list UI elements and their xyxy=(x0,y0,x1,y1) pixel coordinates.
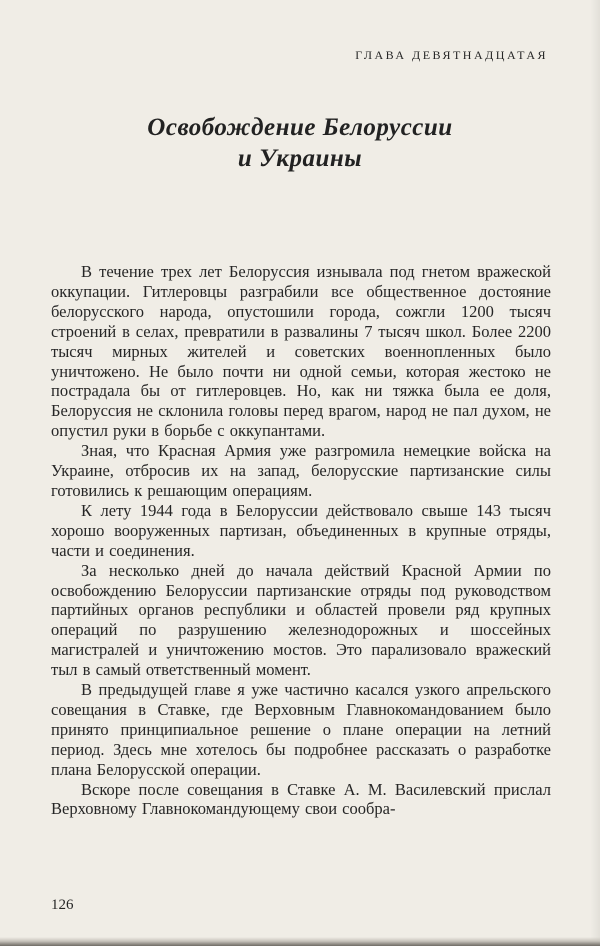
paragraph-3: К лету 1944 года в Белоруссии действовало свыше 143 тысяч хорошо вооруженных партизан, объединенных в крупные отряды, части и соединения. xyxy=(51,500,551,560)
paragraph-2: Зная, что Красная Армия уже разгромила немецкие войска на Украине, отбросив их на запад, белорусские партизанские силы готовились к решающим операциям. xyxy=(51,441,551,500)
page-side-shade xyxy=(590,0,600,946)
chapter-running-header: ГЛАВА ДЕВЯТНАДЦАТАЯ xyxy=(355,48,548,62)
paragraph-4: За несколько дней до начала действий Красной Армии по освобождению Белоруссии партизанские отряды под руководством партийных органов республики и областей провели ряд крупных операций по разрушению железнодорожных и шоссейных магистралей и уничтожению мостов. Это парализовало вражеский тыл в самый ответственный момент. xyxy=(51,560,551,680)
paragraph-5: В предыдущей главе я уже частично касался узкого апрельского совещания в Ставке, где Верховным Главнокомандованием было принято принципиальное решение о плане операции на летний период. Здесь мне хотелось бы подробнее рассказать о разработке плана Белорусской операции. xyxy=(51,680,551,779)
chapter-title-line-2: и Украины xyxy=(237,145,363,172)
paragraph-6: Вскоре после совещания в Ставке А. М. Василевский прислал Верховному Главнокомандующему свои сообра- xyxy=(51,779,551,819)
page-number: 126 xyxy=(51,897,74,913)
chapter-title xyxy=(0,112,600,174)
chapter-title-line-1: Освобождение Белоруссии xyxy=(147,114,453,141)
page-bottom-edge xyxy=(0,937,600,946)
body-text xyxy=(51,262,551,819)
paragraph-1: В течение трех лет Белоруссия изнывала под гнетом вражеской оккупации. Гитлеровцы разграбили все общественное достояние белорусского народа, опустошили города, сожгли 1200 тысяч строений в селах, превратили в развалины 7 тысяч школ. Более 2200 тысяч мирных жителей и советских военнопленных было уничтожено. Не было почти ни одной семьи, которая жестоко не пострадала бы от гитлеровцев. Но, как ни тяжка была ее доля, Белоруссия не склонила головы перед врагом, народ не пал духом, не опустил руки в борьбе с оккупантами. xyxy=(51,262,551,441)
